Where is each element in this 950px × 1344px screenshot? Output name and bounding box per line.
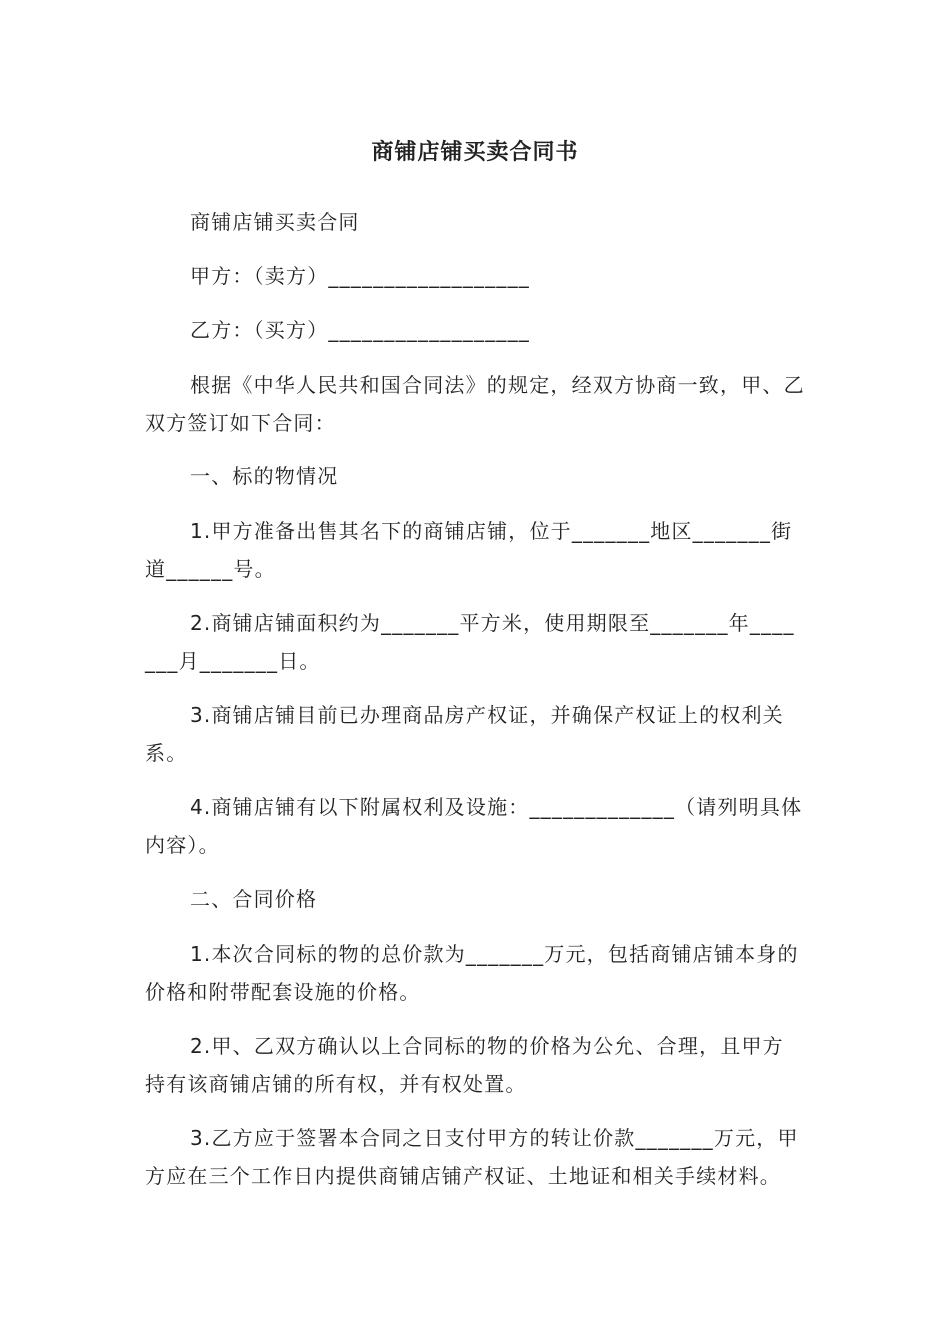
contract-heading: 商铺店铺买卖合同 — [190, 210, 360, 234]
section-heading-subject: 一、标的物情况 — [190, 464, 339, 488]
price-clause-3: 3.乙方应于签署本合同之日支付甲方的转让价款_______万元，甲方应在三个工作日内提供商铺店铺产权证、土地证和相关手续材料。 — [145, 1126, 799, 1188]
party-b-line: 乙方：（买方）__________________ — [190, 318, 530, 342]
subject-clause-3: 3.商铺店铺目前已办理商品房产权证，并确保产权证上的权利关系。 — [145, 703, 784, 765]
party-a-line: 甲方：（卖方）__________________ — [190, 264, 530, 288]
price-clause-2: 2.甲、乙双方确认以上合同标的物的价格为公允、合理，且甲方持有该商铺店铺的所有权，并有权处置。 — [145, 1034, 784, 1096]
section-heading-price: 二、合同价格 — [190, 887, 318, 911]
price-clause-1: 1.本次合同标的物的总价款为_______万元，包括商铺店铺本身的价格和附带配套设施的价格。 — [145, 942, 799, 1004]
document-title: 商铺店铺买卖合同书 — [371, 140, 579, 165]
preamble-paragraph: 根据《中华人民共和国合同法》的规定，经双方协商一致，甲、乙双方签订如下合同： — [145, 373, 805, 435]
subject-clause-4: 4.商铺店铺有以下附属权利及设施：_____________（请列明具体内容）。 — [145, 795, 803, 857]
subject-clause-1: 1.甲方准备出售其名下的商铺店铺，位于_______地区_______街道______号。 — [145, 519, 793, 581]
subject-clause-2: 2.商铺店铺面积约为_______平方米，使用期限至_______年_______月_______日。 — [145, 611, 795, 673]
